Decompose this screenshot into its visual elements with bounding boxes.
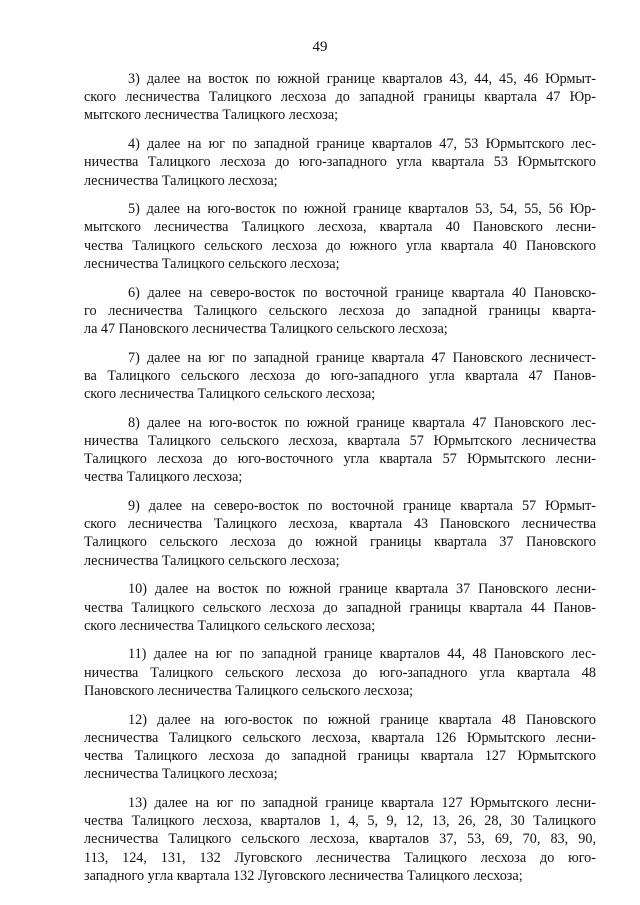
paragraph (84, 794, 596, 885)
paragraph-line: мытского лесничества Талицкого лесхоза, квартала 40 Пановского лесни- (84, 219, 596, 236)
paragraph (84, 645, 596, 700)
paragraph-line: 12) далее на юго-восток по южной границе квартала 48 Пановского (128, 711, 596, 728)
page-number: 49 (312, 39, 328, 55)
paragraph (84, 580, 596, 635)
paragraph (84, 284, 596, 339)
paragraph-line: лесничества Талицкого лесхоза; (84, 766, 278, 783)
paragraph (84, 349, 596, 404)
paragraph-line: 7) далее на юг по западной границе квартала 47 Пановского лесничест- (128, 349, 596, 366)
paragraph-line: лесничества Талицкого сельского лесхоза, кварталов 37, 53, 69, 70, 83, 90, (84, 831, 596, 848)
paragraph-line: лесничества Талицкого сельского лесхоза; (84, 255, 340, 272)
paragraph (84, 70, 596, 125)
paragraph (84, 135, 596, 190)
paragraph-line: ского лесничества Талицкого сельского лесхоза; (84, 617, 376, 634)
paragraph-line: 6) далее на северо-восток по восточной границе квартала 40 Пановско- (128, 284, 596, 301)
paragraph-line: лесничества Талицкого сельского лесхоза, квартала 126 Юрмытского лесни- (84, 729, 596, 746)
paragraph-line: Пановского лесничества Талицкого сельского лесхоза; (84, 682, 414, 699)
paragraph-line: ла 47 Пановского лесничества Талицкого сельского лесхоза; (84, 320, 448, 337)
paragraph-line: западного угла квартала 132 Луговского лесничества Талицкого лесхоза; (84, 867, 523, 884)
paragraph-line: 10) далее на восток по южной границе квартала 37 Пановского лесни- (128, 581, 596, 598)
paragraph-line: го лесничества Талицкого сельского лесхоза до западной границы кварта- (84, 302, 596, 319)
paragraph-line: ского лесничества Талицкого сельского лесхоза; (84, 386, 376, 403)
paragraph-line: ничества Талицкого лесхоза до юго-западного угла квартала 53 Юрмытского (84, 154, 596, 171)
paragraph-line: ва Талицкого сельского лесхоза до юго-западного угла квартала 47 Панов- (84, 367, 596, 384)
paragraph-line: 3) далее на восток по южной границе кварталов 43, 44, 45, 46 Юрмыт- (128, 71, 596, 87)
paragraph-line: ничества Талицкого сельского лесхоза, квартала 57 Юрмытского лесничества (84, 432, 596, 449)
paragraph-line: 9) далее на северо-восток по восточной границе квартала 57 Юрмыт- (128, 498, 596, 515)
paragraph (84, 200, 596, 273)
paragraph-line: Талицкого сельского лесхоза до южной границы квартала 37 Пановского (84, 534, 596, 551)
paragraph-line: 5) далее на юго-восток по южной границе кварталов 53, 54, 55, 56 Юр- (128, 201, 596, 218)
paragraph-line: чества Талицкого лесхоза; (84, 469, 243, 486)
paragraph-line: 11) далее на юг по западной границе кварталов 44, 48 Пановского лес- (128, 646, 596, 663)
paragraph-line: ского лесничества Талицкого лесхоза до западной границы квартала 47 Юр- (84, 89, 596, 106)
document-body (84, 70, 596, 895)
paragraph-line: чества Талицкого сельского лесхоза до южного угла квартала 40 Пановского (84, 237, 596, 254)
paragraph-line: чества Талицкого лесхоза, кварталов 1, 4, 5, 9, 12, 13, 26, 28, 30 Талицкого (84, 813, 596, 830)
paragraph-line: 8) далее на юго-восток по южной границе квартала 47 Пановского лес- (128, 414, 596, 431)
paragraph-line: ничества Талицкого сельского лесхоза до юго-западного угла квартала 48 (84, 664, 596, 681)
paragraph-line: мытского лесничества Талицкого лесхоза; (84, 107, 339, 124)
paragraph (84, 414, 596, 487)
paragraph (84, 711, 596, 784)
paragraph-line: лесничества Талицкого лесхоза; (84, 172, 278, 189)
paragraph-line: 13) далее на юг по западной границе квартала 127 Юрмытского лесни- (128, 794, 596, 811)
paragraph-line: Талицкого лесхоза до юго-восточного угла квартала 57 Юрмытского лесни- (84, 451, 596, 468)
paragraph-line: лесничества Талицкого сельского лесхоза; (84, 552, 340, 569)
paragraph-line: ского лесничества Талицкого лесхоза, квартала 43 Пановского лесничества (84, 516, 596, 533)
paragraph-line: чества Талицкого лесхоза до западной границы квартала 127 Юрмытского (84, 748, 596, 764)
paragraph (84, 497, 596, 570)
paragraph-line: чества Талицкого сельского лесхоза до западной границы квартала 44 Панов- (84, 599, 596, 616)
paragraph-line: 113, 124, 131, 132 Луговского лесничества Талицкого лесхоза до юго- (84, 849, 596, 866)
paragraph-line: 4) далее на юг по западной границе кварталов 47, 53 Юрмытского лес- (128, 136, 596, 153)
